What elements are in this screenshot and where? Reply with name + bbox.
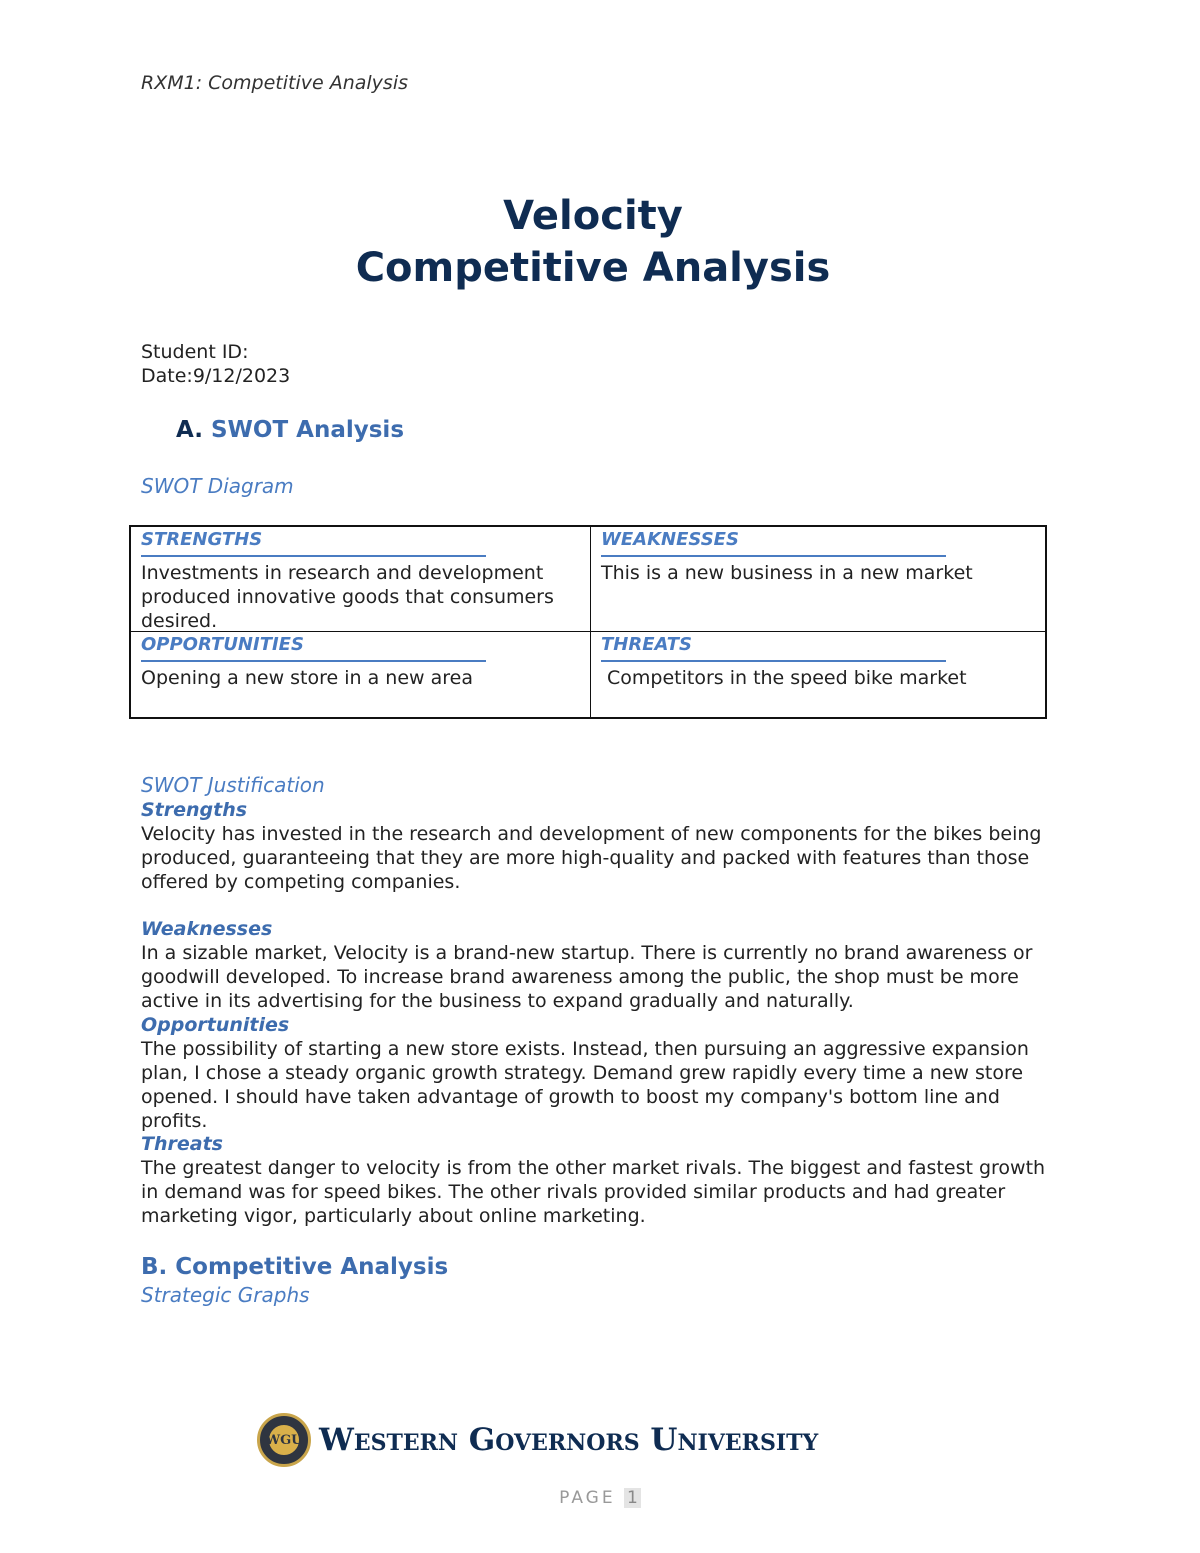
justification-weaknesses: [141, 917, 1061, 1013]
university-seal-icon: [257, 1413, 311, 1467]
opportunities-label: OPPORTUNITIES: [141, 634, 486, 662]
justification-threats-heading: Threats: [141, 1133, 223, 1155]
threats-text: Competitors in the speed bike market: [607, 667, 967, 689]
swot-cell-weaknesses: [591, 527, 1047, 632]
section-a-title: SWOT Analysis: [210, 417, 405, 443]
page-number: [0, 1488, 1200, 1508]
page-label: PAGE: [559, 1488, 616, 1508]
justification-opportunities-heading: Opportunities: [141, 1014, 290, 1036]
weaknesses-label: WEAKNESSES: [601, 529, 946, 557]
threats-label: THREATS: [601, 634, 946, 662]
justification-threats: [141, 1132, 1061, 1228]
swot-diagram-label: SWOT Diagram: [141, 474, 294, 498]
justification-strengths-heading: Strengths: [141, 799, 248, 821]
weaknesses-text: This is a new business in a new market: [601, 562, 973, 584]
swot-table: [129, 525, 1047, 719]
strategic-graphs-label: Strategic Graphs: [141, 1283, 310, 1307]
seal-monogram: WGU: [267, 1423, 301, 1457]
swot-cell-threats: [591, 632, 1047, 719]
wgu-logo: [257, 1412, 818, 1468]
section-b-heading: B. Competitive Analysis: [141, 1254, 449, 1280]
justification-threats-text: The greatest danger to velocity is from the other market rivals. The biggest and fastest growth in demand was for speed bikes. The other rivals provided similar products and had greater marketing vigor, particularly about online marketing.: [141, 1157, 1046, 1227]
swot-justification-label: SWOT Justification: [141, 773, 325, 797]
section-a-prefix: A.: [176, 417, 203, 443]
swot-cell-opportunities: [131, 632, 591, 719]
swot-cell-strengths: [131, 527, 591, 632]
document-meta: [141, 340, 290, 388]
justification-weaknesses-heading: Weaknesses: [141, 918, 273, 940]
running-header: RXM1: Competitive Analysis: [141, 72, 409, 94]
section-a-heading: [176, 417, 404, 443]
strengths-text: Investments in research and development produced innovative goods that consumers desired.: [141, 562, 554, 632]
title-line-2: Competitive Analysis: [355, 245, 831, 291]
date: Date:9/12/2023: [141, 365, 291, 387]
justification-weaknesses-text: In a sizable market, Velocity is a brand-new startup. There is currently no brand awareness or goodwill developed. To increase brand awareness among the public, the shop must be more active in its advertising for the business to expand gradually and naturally.: [141, 942, 1033, 1012]
university-name: Western Governors University: [319, 1422, 819, 1458]
justification-opportunities-text: The possibility of starting a new store exists. Instead, then pursuing an aggressive expansion plan, I chose a steady organic growth strategy. Demand grew rapidly every time a new store opened. I should have taken advantage of growth to boost my company's bottom line and profits.: [141, 1038, 1029, 1132]
strengths-label: STRENGTHS: [141, 529, 486, 557]
document-title: [0, 190, 1186, 294]
opportunities-text: Opening a new store in a new area: [141, 667, 473, 689]
justification-opportunities: [141, 1013, 1061, 1133]
justification-strengths: [141, 798, 1061, 894]
title-line-1: Velocity: [503, 193, 683, 239]
page-number-value: 1: [624, 1488, 641, 1508]
student-id: Student ID:: [141, 341, 249, 363]
justification-strengths-text: Velocity has invested in the research and development of new components for the bikes being produced, guaranteeing that they are more high-quality and packed with features than those offered by competing companies.: [141, 823, 1042, 893]
